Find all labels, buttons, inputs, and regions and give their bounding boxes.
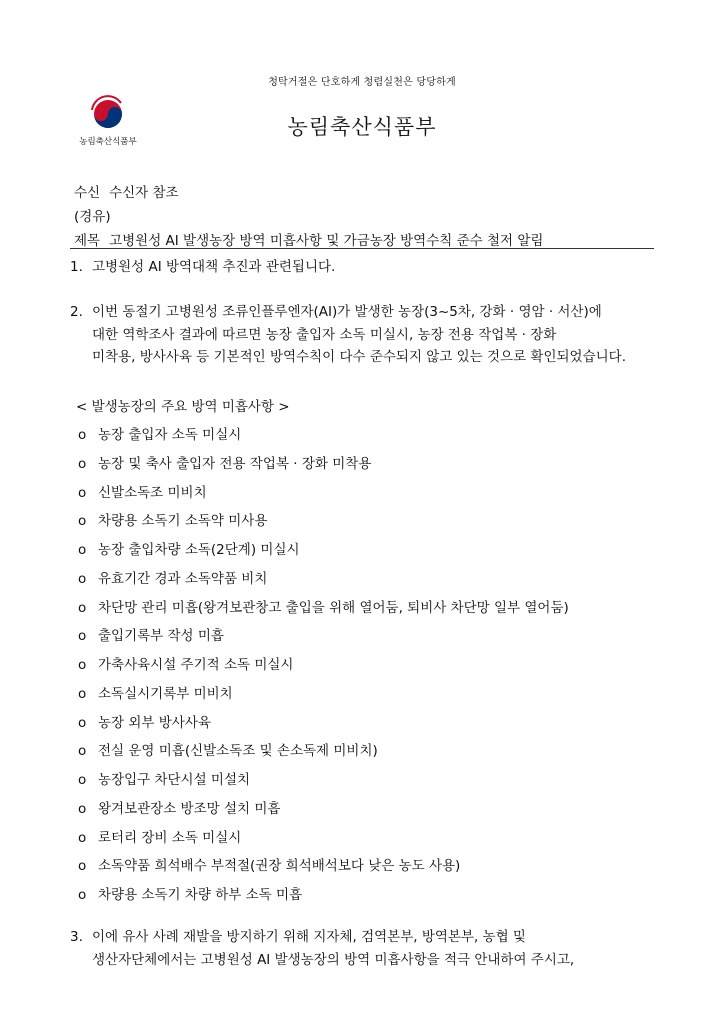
paragraph-line: 대한 역학조사 결과에 따르면 농장 출입자 소독 미실시, 농장 전용 작업복 · 장화 [92,326,557,343]
list-item-text: 농장 출입차량 소독(2단계) 미실시 [98,542,300,558]
list-item-text: 농장 외부 방사사육 [98,714,211,731]
list-item [78,538,300,558]
paragraph-number: 1. [70,259,83,275]
via-line: (경유) [74,209,111,225]
paragraph-1 [70,256,658,279]
list-item-text: 차량용 소독기 소독약 미사용 [98,513,268,530]
paragraph-line: 2. 이번 동절기 고병원성 조류인플루엔자(AI)가 발생한 농장(3~5차, 강화 · 영암 · 서산)에 [70,301,658,324]
list-item [78,452,371,472]
list-bullet: o [78,685,87,702]
list-bullet: o [78,455,87,472]
list-item-text: 차단망 관리 미흡(왕겨보관창고 출입을 위해 열어둠, 퇴비사 차단망 일부 열어둠) [98,599,569,616]
list-bullet: o [78,513,87,530]
list-item [78,854,460,874]
paragraph-number: 3. [70,929,83,945]
list-item-text: 신발소독조 미비치 [98,484,207,501]
list-bullet: o [78,628,87,645]
list-item-text: 로터리 장비 소독 미실시 [98,829,242,846]
list-item [78,423,241,443]
paragraph-line: 3. 이에 유사 사례 재발을 방지하기 위해 지자체, 검역본부, 방역본부, 농협 및 [70,926,658,949]
list-item [78,653,293,673]
paragraph-line: 미착용, 방사사육 등 기본적인 방역수칙이 다수 준수되지 않고 있는 것으로 확인되었습니다. [92,349,627,365]
paragraph-line: 생산자단체에서는 고병원성 AI 발생농장의 방역 미흡사항을 적극 안내하여 주시고, [92,951,575,968]
paragraph-2 [70,301,658,369]
list-item-text: 출입기록부 작성 미흡 [98,628,224,645]
list-bullet: o [78,657,87,673]
paragraph-3 [70,926,658,971]
subject-value: 고병원성 AI 발생농장 방역 미흡사항 및 가금농장 방역수칙 준수 철저 알림 [109,233,544,249]
list-bullet: o [78,887,87,903]
list-item-text: 가축사육시설 주기적 소독 미실시 [98,657,294,673]
list-bullet: o [78,772,87,788]
list-item [78,481,207,501]
list-item-text: 농장 및 축사 출입자 전용 작업복 · 장화 미착용 [98,455,372,472]
list-bullet: o [78,800,87,817]
list-item-text: 소독약품 희석배수 부적절(권장 희석배석보다 낮은 농도 사용) [98,858,461,875]
list-heading: < 발생농장의 주요 방역 미흡사항 > [76,399,290,415]
paragraph-number: 2. [70,304,83,320]
list-item [78,768,250,788]
recipient-line [74,181,179,201]
list-bullet: o [78,829,87,846]
list-bullet: o [78,484,87,501]
list-bullet: o [78,542,87,558]
list-item-text: 농장입구 차단시설 미설치 [98,772,251,788]
list-item [78,711,211,731]
list-item [78,624,224,644]
list-item-text: 농장 출입자 소독 미실시 [98,427,242,443]
list-bullet: o [78,599,87,616]
paragraph-text: 고병원성 AI 방역대책 추진과 관련됩니다. [92,259,336,275]
list-bullet: o [78,427,87,443]
list-item [78,682,233,702]
list-bullet: o [78,743,87,760]
list-item-text: 전실 운영 미흡(신발소독조 및 손소독제 미비치) [98,743,378,760]
subject-line [74,229,543,249]
list-item [78,797,280,817]
list-item [78,826,241,846]
list-item [78,567,267,587]
list-item [78,596,569,616]
list-bullet: o [78,858,87,875]
list-item-text: 차량용 소독기 차량 하부 소독 미흡 [98,887,303,903]
list-item-text: 왕겨보관장소 방조망 설치 미흡 [98,800,281,817]
subject-divider [70,248,654,249]
list-bullet: o [78,714,87,731]
list-bullet: o [78,570,87,587]
list-item [78,739,378,759]
ministry-title: 농림축산식품부 [287,115,437,139]
logo-text: 농림축산식품부 [79,137,137,147]
recipient-label: 수신 [74,185,101,201]
recipient-value: 수신자 참조 [109,185,179,201]
list-item [78,883,302,903]
motto: 청탁거절은 단호하게 청렴실천은 당당하게 [268,77,456,88]
list-item [78,509,267,529]
list-item-text: 유효기간 경과 소독약품 비치 [98,570,268,587]
list-item-text: 소독실시기록부 미비치 [98,685,233,702]
subject-label: 제목 [74,233,101,249]
